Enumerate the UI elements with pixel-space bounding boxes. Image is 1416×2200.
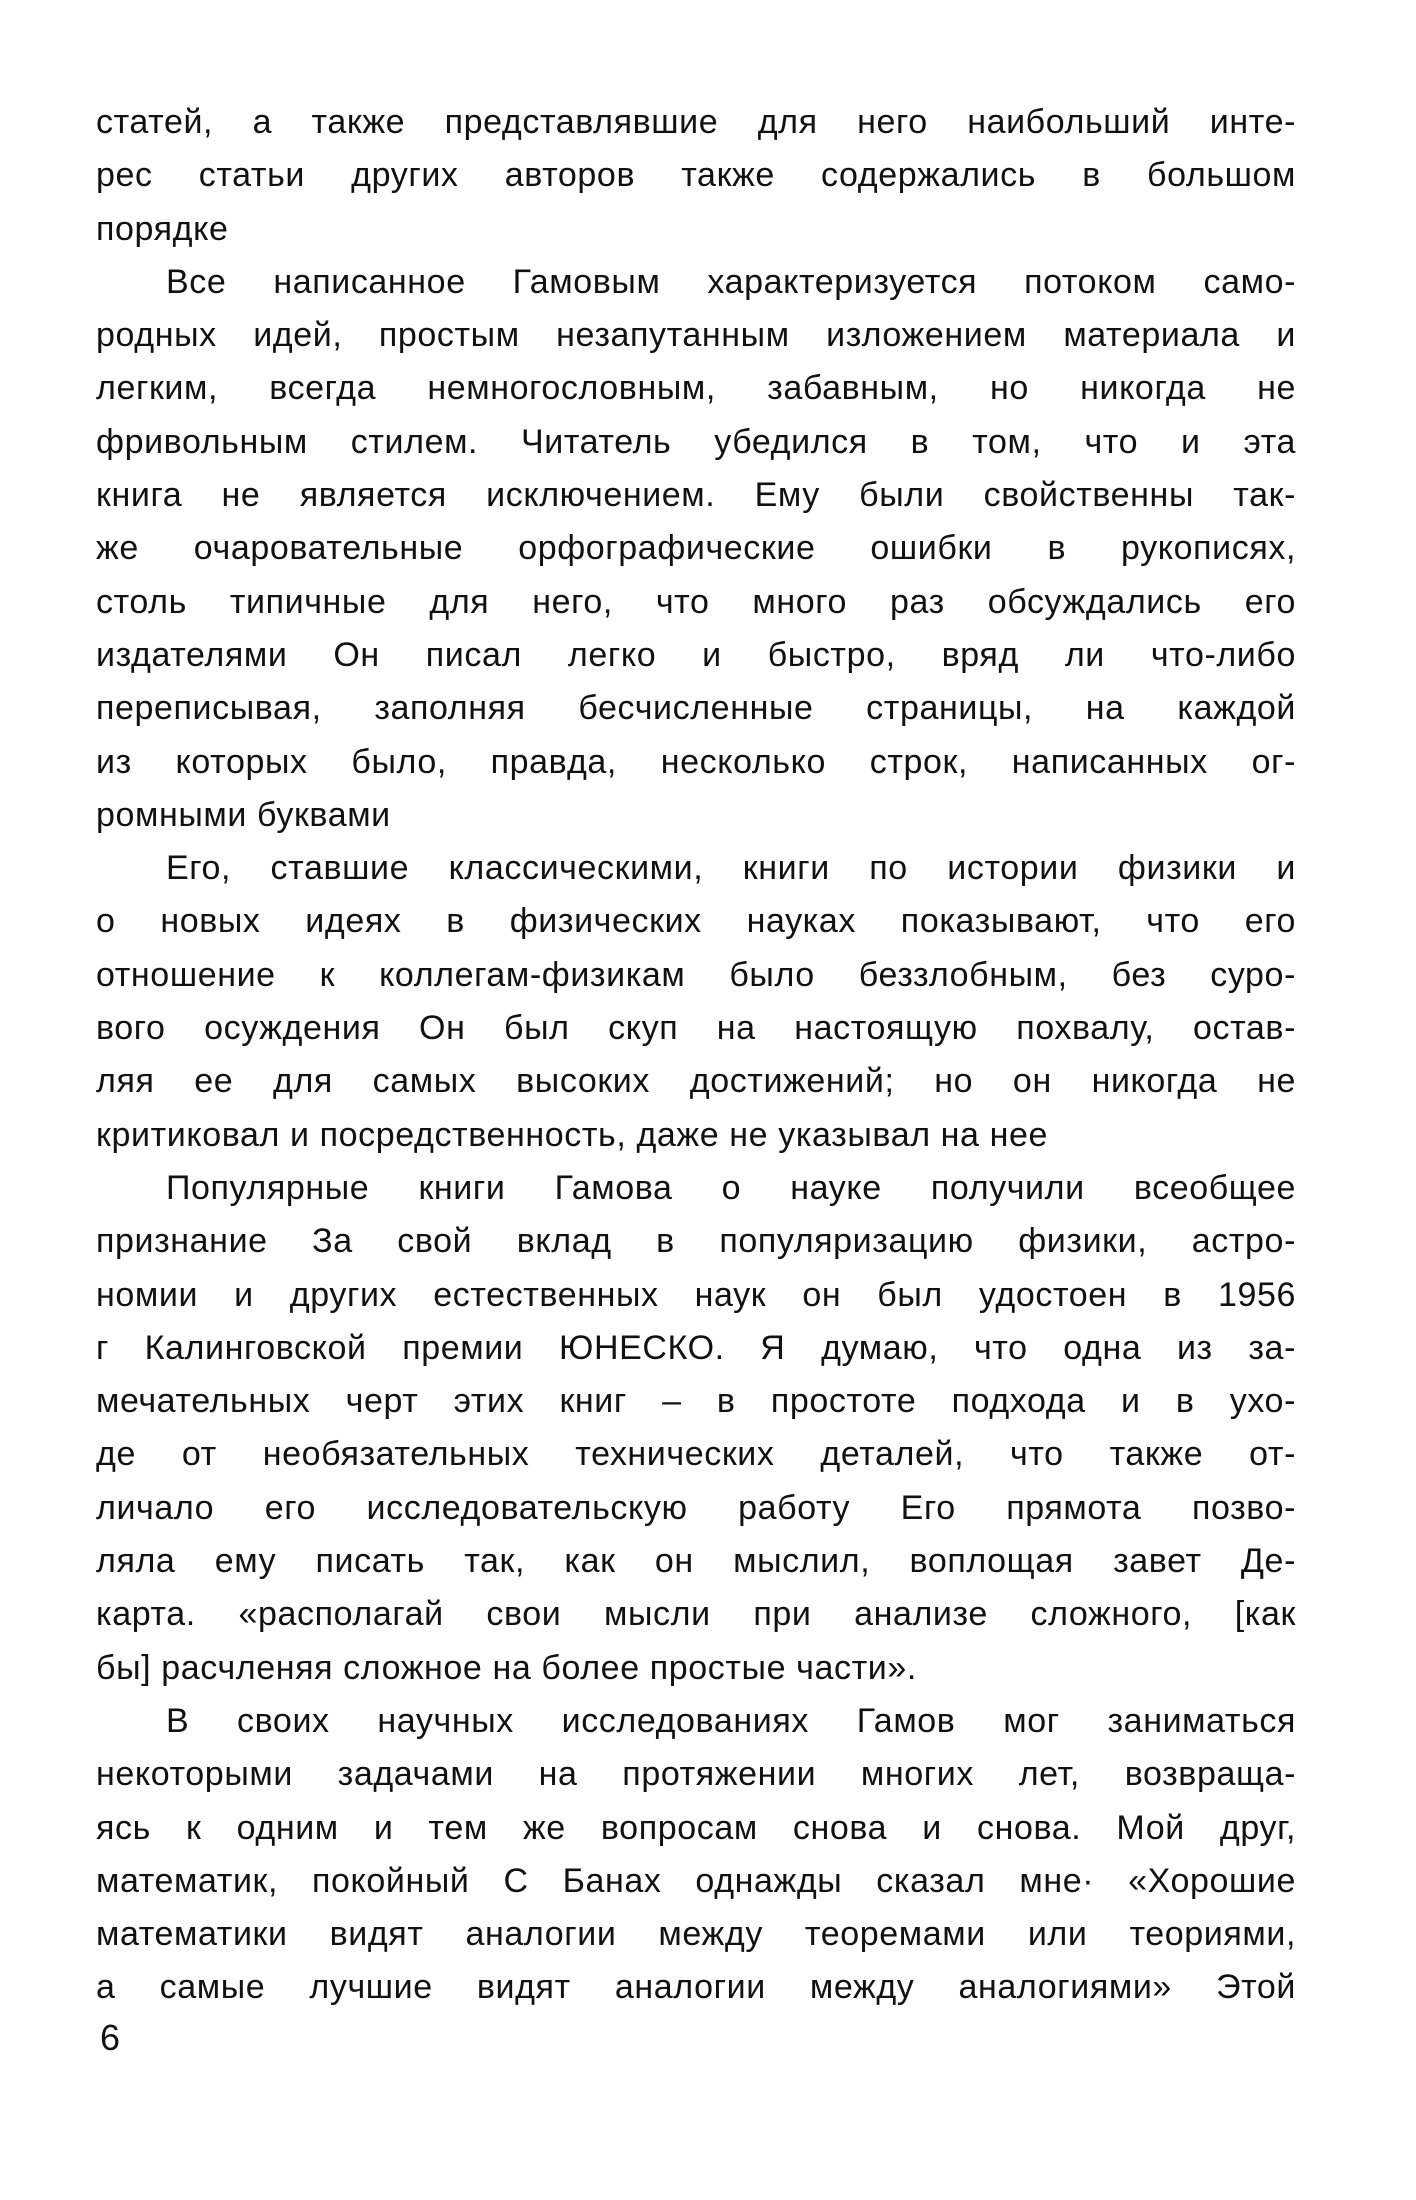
text-line: номии и других естественных наук он был удостоен в 1956	[96, 1275, 1296, 1314]
text-line: легким, всегда немногословным, забавным, но никогда не	[96, 369, 1296, 408]
text-line: переписывая, заполняя бесчисленные страницы, на каждой	[96, 689, 1296, 728]
text-line: родных идей, простым незапутанным изложением материала и	[96, 316, 1296, 355]
text-line: математики видят аналогии между теоремами или теориями,	[96, 1915, 1296, 1954]
paragraph-first-line: Его, ставшие классическими, книги по истории физики и	[166, 849, 1296, 888]
text-line: статей, а также представлявшие для него наибольший инте-	[96, 103, 1296, 141]
body-text	[96, 96, 1296, 2015]
text-line: же очаровательные орфографические ошибки в рукописях,	[96, 529, 1296, 568]
text-line: мечательных черт этих книг – в простоте подхода и в ухо-	[96, 1382, 1296, 1421]
text-line: некоторыми задачами на протяжении многих лет, возвраща-	[96, 1755, 1296, 1794]
text-line: ясь к одним и тем же вопросам снова и снова. Мой друг,	[96, 1808, 1296, 1847]
text-line: математик, покойный С Банах однажды сказал мне· «Хорошие	[96, 1861, 1296, 1900]
text-line: признание За свой вклад в популяризацию физики, астро-	[96, 1222, 1296, 1261]
text-line: ляя ее для самых высоких достижений; но он никогда не	[96, 1062, 1296, 1101]
text-line: ляла ему писать так, как он мыслил, воплощая завет Де-	[96, 1542, 1296, 1581]
text-line: личало его исследовательскую работу Его прямота позво-	[96, 1488, 1296, 1527]
text-line: издателями Он писал легко и быстро, вряд ли что-либо	[96, 635, 1296, 674]
text-line: вого осуждения Он был скуп на настоящую похвалу, остав-	[96, 1009, 1296, 1048]
paragraph-first-line: Все написанное Гамовым характеризуется потоком само-	[166, 262, 1296, 301]
text-line: порядке	[96, 209, 229, 248]
paragraph-first-line: В своих научных исследованиях Гамов мог заниматься	[166, 1701, 1296, 1740]
text-line: отношение к коллегам-физикам было беззлобным, без суро-	[96, 955, 1296, 994]
text-line: г Калинговской премии ЮНЕСКО. Я думаю, что одна из за-	[96, 1328, 1296, 1367]
text-line: из которых было, правда, несколько строк, написанных ог-	[96, 742, 1296, 781]
text-line: критиковал и посредственность, даже не указывал на нее	[96, 1115, 1049, 1154]
text-line: бы] расчленяя сложное на более простые части».	[96, 1648, 917, 1687]
text-line: столь типичные для него, что много раз обсуждались его	[96, 582, 1296, 621]
text-line: а самые лучшие видят аналогии между аналогиями» Этой	[96, 1968, 1296, 2007]
text-line: ромными буквами	[96, 795, 391, 834]
text-line: карта. «располагай свои мысли при анализе сложного, [как	[96, 1595, 1296, 1634]
text-line: фривольным стилем. Читатель убедился в том, что и эта	[96, 422, 1296, 461]
text-line: де от необязательных технических деталей, что также от-	[96, 1435, 1296, 1474]
text-line: о новых идеях в физических науках показывают, что его	[96, 902, 1296, 941]
text-line: книга не является исключением. Ему были свойственны так-	[96, 476, 1296, 515]
paragraph-first-line: Популярные книги Гамова о науке получили всеобщее	[166, 1168, 1296, 1207]
page-number: 6	[100, 2017, 121, 2058]
text-line: рес статьи других авторов также содержались в большом	[96, 156, 1296, 195]
